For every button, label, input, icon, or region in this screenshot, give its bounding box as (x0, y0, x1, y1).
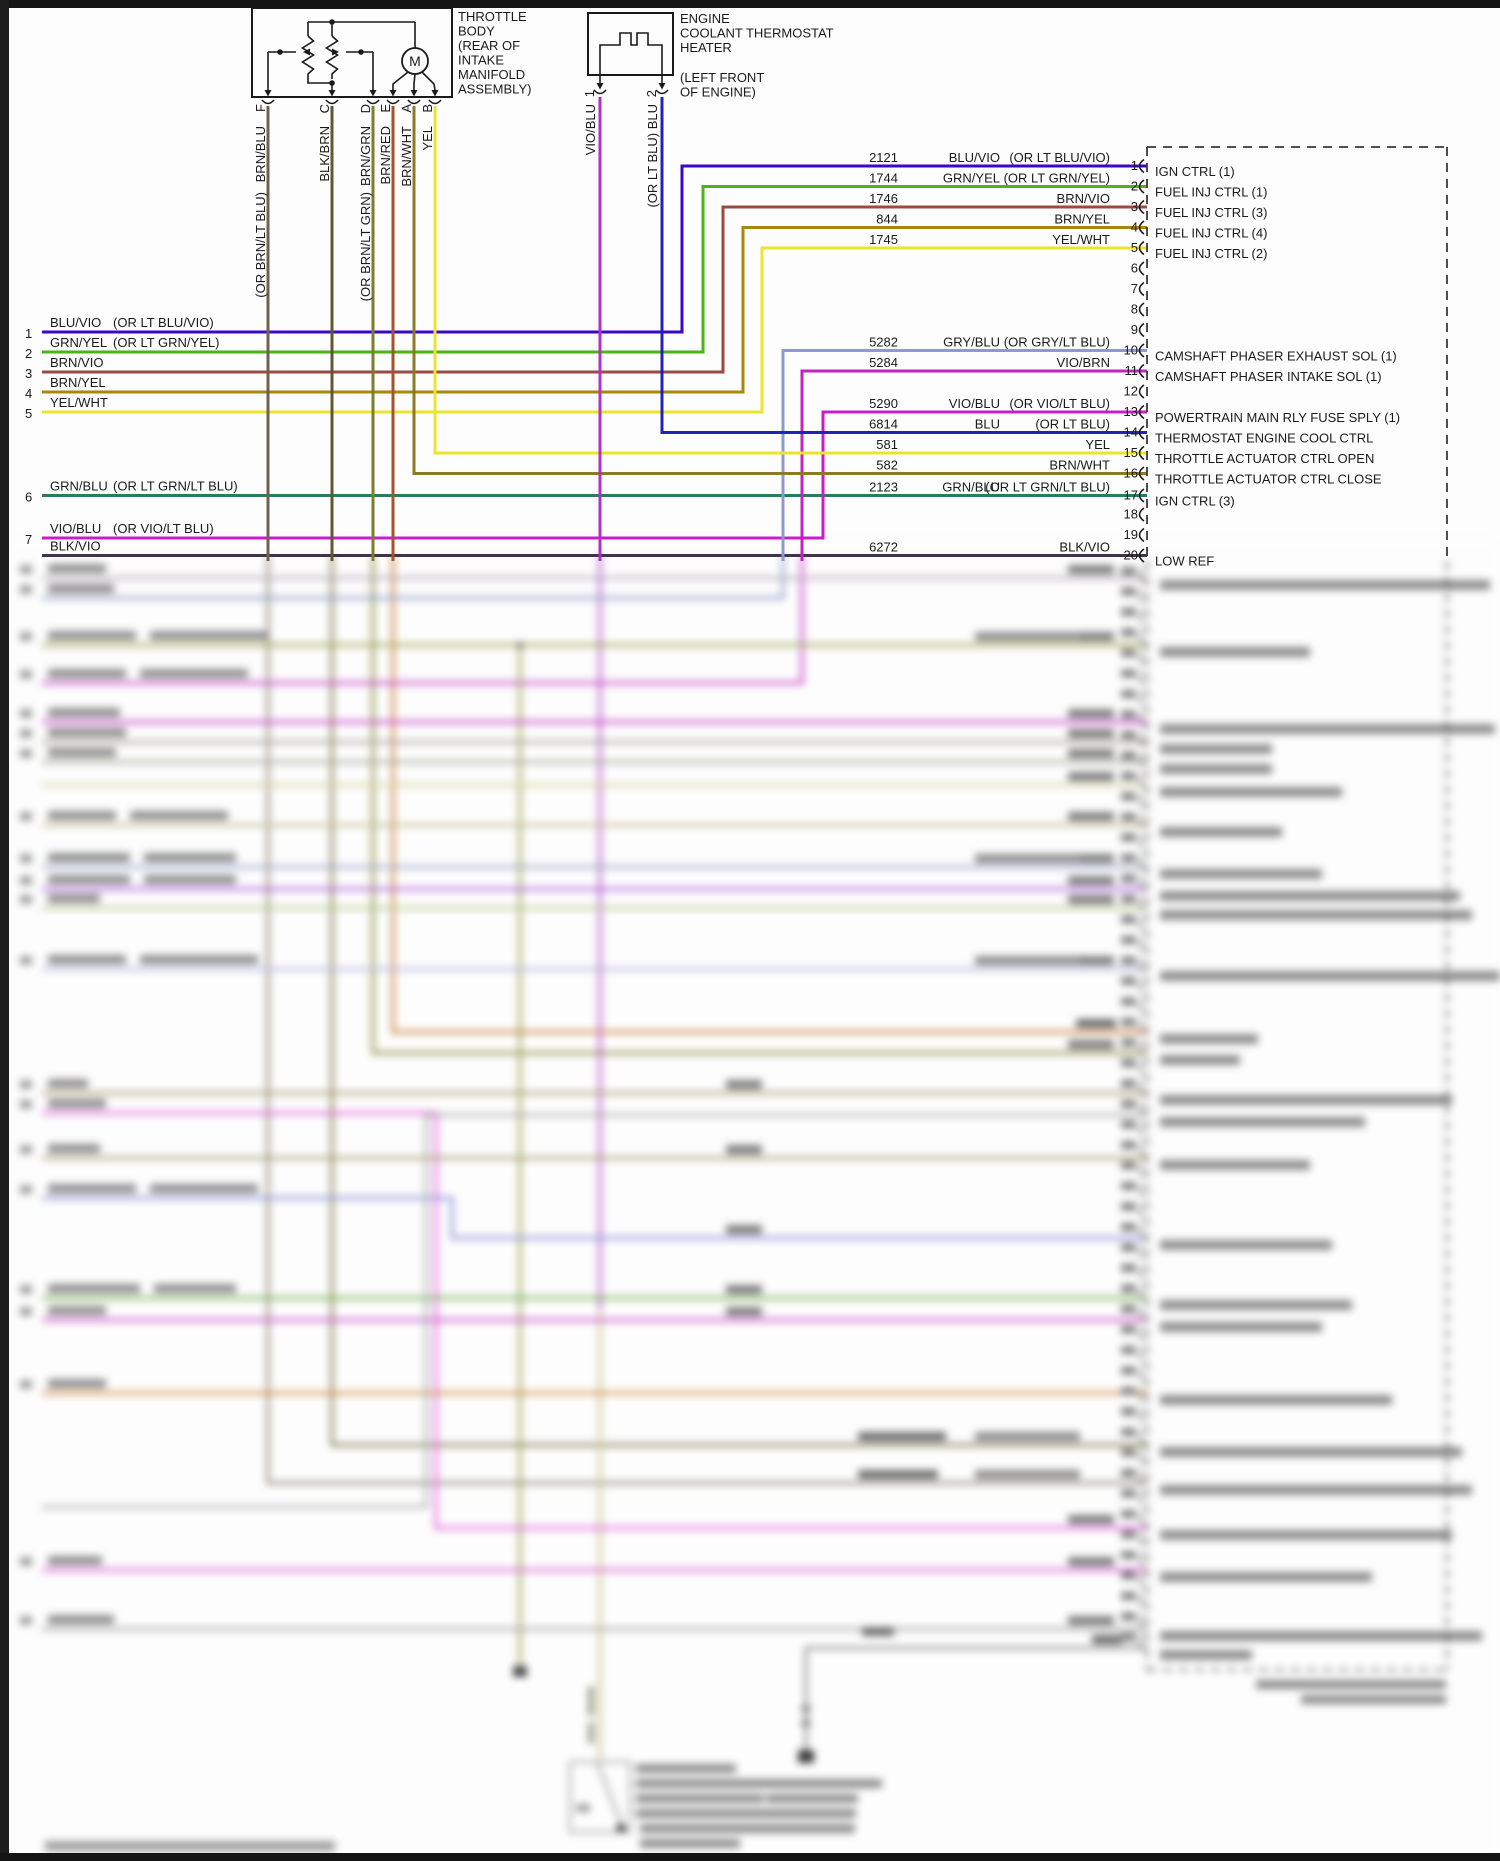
wire-number: 6272 (869, 539, 898, 555)
wire-number: 1746 (869, 191, 898, 206)
wire-pin-letter: D (358, 104, 373, 114)
ecm-pin-number: 12 (1123, 383, 1138, 399)
component-internal-symbol (327, 36, 338, 79)
ecm-circuit-label: THROTTLE ACTUATOR CTRL OPEN (1155, 451, 1375, 466)
down-arrow-icon (390, 90, 397, 97)
left-wire-color-label: BLU/VIO (50, 315, 102, 330)
wire-color-label: BRN/YEL (1054, 211, 1110, 227)
pin-bracket-icon (1140, 303, 1145, 316)
junction-dot (329, 80, 335, 86)
wire-color-label: BRN/VIO (1056, 191, 1110, 206)
left-pin-number: 7 (25, 532, 33, 547)
ecm-pin-number: 11 (1124, 363, 1138, 378)
left-wire-color-label: VIO/BLU (50, 521, 102, 536)
left-pin-number: 5 (25, 406, 33, 421)
pin-bracket-icon (1140, 283, 1145, 296)
pin-bracket-icon (1140, 385, 1145, 398)
motor-symbol-letter: M (409, 53, 421, 69)
thermostat-pin-number: 1 (582, 90, 597, 98)
page-border-left (0, 0, 9, 1861)
down-arrow-icon (329, 90, 336, 97)
wire-color-label: BRN/GRN (358, 126, 373, 186)
wire-color-label: BRN/WHT (399, 126, 414, 187)
wire-color-label: BRN/BLU (253, 126, 268, 183)
junction-dot (329, 19, 335, 25)
ecm-pin-number: 10 (1123, 342, 1138, 358)
left-wire-alt-label: (OR LT BLU/VIO) (113, 315, 214, 330)
connector-arc-icon (387, 100, 399, 104)
wire-color-label: YEL (1085, 437, 1110, 452)
ecm-pin-number: 13 (1123, 404, 1138, 419)
wire-pin-letter: C (317, 104, 332, 114)
page-border-top (0, 0, 1500, 8)
ecm-circuit-label: IGN CTRL (1) (1155, 164, 1235, 179)
wire-color-label: VIO/BRN (1056, 355, 1110, 370)
ecm-circuit-label: FUEL INJ CTRL (3) (1155, 205, 1268, 220)
wire-alt-color-label: (OR LT BLU) (1035, 416, 1110, 432)
ecm-circuit-label: CAMSHAFT PHASER INTAKE SOL (1) (1155, 369, 1382, 384)
ecm-pin-number: 18 (1123, 506, 1138, 522)
wire-blu-pin14 (662, 97, 1147, 433)
thermostat-wire-color-label: VIO/BLU (583, 104, 598, 156)
ecm-pin-number: 16 (1123, 465, 1138, 481)
wire-alt-color-label: (OR GRY/LT BLU) (1003, 334, 1110, 350)
ecm-circuit-label: FUEL INJ CTRL (2) (1155, 246, 1268, 261)
ecm-pin-number: 1 (1130, 158, 1138, 173)
connector-arc-icon (429, 100, 441, 104)
wire-color-label: VIO/BLU (948, 396, 1000, 411)
wire-brn-yel-pin4 (42, 228, 1147, 393)
component-internal-symbol (308, 79, 332, 83)
wire-alt-color-label: (OR LT GRN/LT BLU) (985, 479, 1110, 495)
left-wire-color-label: GRN/BLU (50, 478, 108, 494)
wire-pin-letter: E (378, 104, 393, 113)
wire-number: 5284 (869, 355, 898, 370)
component-internal-symbol (600, 33, 662, 75)
ecm-circuit-label: THROTTLE ACTUATOR CTRL CLOSE (1155, 471, 1382, 487)
ecm-circuit-label: POWERTRAIN MAIN RLY FUSE SPLY (1) (1155, 410, 1401, 425)
thermostat-label: COOLANT THERMOSTAT (680, 25, 834, 41)
ecm-pin-number: 8 (1130, 301, 1138, 317)
wire-number: 844 (876, 211, 898, 227)
wire-color-label: YEL/WHT (1052, 232, 1110, 247)
junction-dot (358, 49, 364, 55)
wire-color-label: YEL (420, 126, 435, 151)
wire-pin-letter: A (399, 104, 414, 113)
wire-color-label: BRN/WHT (1049, 457, 1110, 473)
left-pin-number: 1 (25, 326, 33, 341)
ecm-pin-number: 17 (1123, 487, 1138, 503)
wire-alt-color-label: (OR BRN/LT BLU) (253, 192, 268, 298)
left-pin-number: 4 (25, 386, 33, 401)
wire-color-label: BLK/VIO (1059, 539, 1110, 555)
wire-number: 1744 (869, 170, 898, 186)
left-wire-color-label: GRN/YEL (50, 335, 108, 350)
component-internal-symbol (414, 74, 415, 90)
ecm-pin-number: 5 (1130, 240, 1138, 255)
left-wire-color-label: BRN/YEL (50, 375, 106, 390)
ecm-circuit-label: LOW REF (1155, 553, 1215, 569)
left-wire-color-label: YEL/WHT (50, 395, 108, 410)
throttle-body-label: MANIFOLD (458, 67, 526, 82)
ecm-circuit-label: THERMOSTAT ENGINE COOL CTRL (1155, 430, 1374, 446)
ecm-pin-number: 14 (1123, 424, 1138, 440)
wire-number: 582 (876, 457, 898, 473)
ecm-pin-number: 3 (1130, 199, 1138, 214)
left-pin-number: 3 (25, 366, 33, 381)
ecm-pin-number: 6 (1130, 260, 1138, 276)
thermostat-label: ENGINE (680, 11, 730, 26)
wire-color-label: BRN/RED (378, 126, 393, 185)
wire-pin-letter: B (420, 104, 435, 113)
thermostat-pin-number: 2 (644, 90, 659, 98)
down-arrow-icon (370, 90, 377, 97)
wire-alt-color-label: (OR VIO/LT BLU) (1009, 396, 1110, 411)
component-internal-symbol (303, 36, 314, 79)
wire-color-label: GRY/BLU (943, 334, 1000, 350)
ecm-pin-number: 19 (1123, 527, 1138, 542)
ecm-circuit-label: CAMSHAFT PHASER EXHAUST SOL (1) (1155, 348, 1397, 364)
wire-number: 1745 (869, 232, 898, 247)
component-internal-symbol (422, 72, 435, 90)
wire-number: 5290 (869, 396, 898, 411)
down-arrow-icon (659, 83, 666, 90)
pin-bracket-icon (1140, 508, 1145, 521)
left-wire-color-label: BRN/VIO (50, 355, 104, 370)
left-wire-color-label: BLK/VIO (50, 538, 101, 554)
wire-color-label: BLK/BRN (317, 126, 332, 182)
down-arrow-icon (432, 90, 439, 97)
wire-number: 5282 (869, 334, 898, 350)
page-border-bottom (0, 1853, 1500, 1861)
wire-color-label: GRN/BLU (942, 479, 1000, 495)
connector-arc-icon (408, 100, 420, 104)
wire-pin-letter: F (253, 104, 268, 112)
wire-number: 6814 (869, 416, 898, 432)
throttle-body-label: (REAR OF (458, 38, 521, 53)
wire-gry-blu-pin10 (783, 351, 1147, 562)
ecm-pin-number: 15 (1123, 445, 1138, 460)
ecm-circuit-label: IGN CTRL (3) (1155, 493, 1235, 509)
left-wire-alt-label: (OR LT GRN/LT BLU) (113, 478, 238, 494)
wire-color-label: BLU/VIO (948, 150, 1000, 165)
wire-color-label: BLU (974, 416, 1000, 432)
down-arrow-icon (411, 90, 418, 97)
throttle-body-label: INTAKE (458, 52, 504, 68)
thermostat-location-label: (LEFT FRONT (680, 70, 765, 85)
connector-arc-icon (262, 100, 274, 104)
ecm-pin-number: 7 (1130, 281, 1138, 296)
wire-number: 2123 (869, 479, 898, 495)
left-wire-alt-label: (OR VIO/LT BLU) (113, 521, 214, 536)
pin-bracket-icon (1140, 529, 1145, 542)
connector-arc-icon (326, 100, 338, 104)
pin-bracket-icon (1140, 324, 1145, 337)
thermostat-label: HEATER (680, 40, 732, 55)
left-wire-alt-label: (OR LT GRN/YEL) (113, 335, 220, 350)
down-arrow-icon (597, 83, 604, 90)
wire-alt-color-label: (OR LT GRN/YEL) (1003, 170, 1110, 186)
junction-dot (277, 49, 283, 55)
wire-alt-color-label: (OR BRN/LT GRN) (358, 192, 373, 302)
throttle-body-label: THROTTLE (458, 9, 527, 24)
left-pin-number: 6 (25, 489, 33, 505)
connector-arc-icon (367, 100, 379, 104)
ecm-circuit-label: FUEL INJ CTRL (4) (1155, 225, 1268, 241)
left-pin-number: 2 (25, 346, 33, 361)
ecm-pin-number: 20 (1123, 547, 1138, 563)
wire-yel-wht-pin5 (42, 248, 1147, 412)
wire-alt-color-label: (OR LT BLU/VIO) (1009, 150, 1110, 165)
down-arrow-icon (265, 90, 272, 97)
throttle-body-label: ASSEMBLY) (458, 81, 532, 97)
wire-number: 581 (876, 437, 898, 452)
ecm-pin-number: 9 (1130, 322, 1138, 337)
ecm-pin-number: 4 (1130, 219, 1138, 235)
pin-bracket-icon (1140, 262, 1145, 275)
throttle-body-label: BODY (458, 23, 495, 39)
thermostat-location-label: OF ENGINE) (680, 84, 756, 100)
ecm-circuit-label: FUEL INJ CTRL (1) (1155, 184, 1268, 200)
ecm-pin-number: 2 (1130, 178, 1138, 194)
component-internal-symbol (393, 72, 408, 90)
wire-number: 2121 (869, 150, 898, 165)
wire-color-label: GRN/YEL (942, 170, 1000, 186)
thermostat-wire-color-label: (OR LT BLU) BLU (645, 104, 660, 208)
